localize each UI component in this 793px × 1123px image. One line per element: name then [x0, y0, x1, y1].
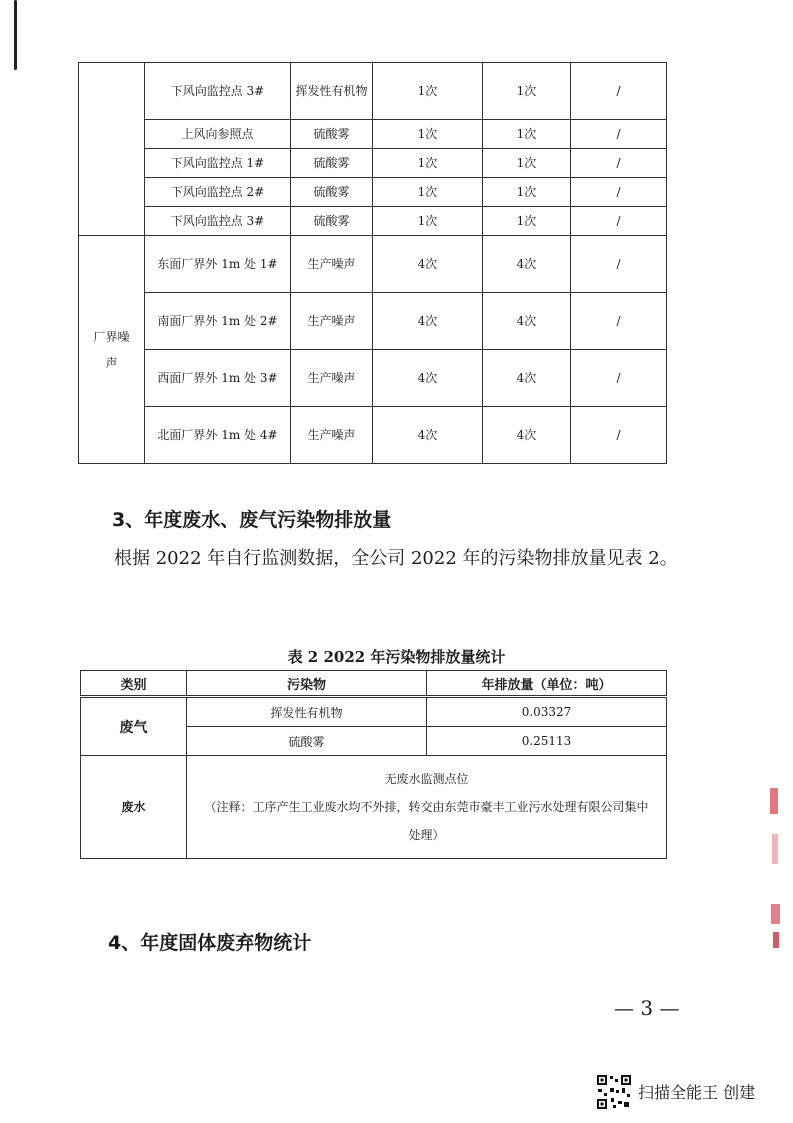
cell-pollutant: 挥发性有机物	[291, 63, 373, 120]
cell-pollutant: 硫酸雾	[291, 120, 373, 149]
table-row	[79, 407, 667, 464]
cell-note: /	[571, 407, 667, 464]
cell-point: 下风向监控点 1#	[145, 149, 291, 178]
cell-done: 1次	[483, 120, 571, 149]
section-3-heading: 3、年度废水、废气污染物排放量	[112, 509, 392, 531]
gas-category: 废气	[81, 697, 187, 756]
cell-plan: 4次	[373, 407, 483, 464]
cell-done: 1次	[483, 207, 571, 236]
noise-category: 厂界噪声	[79, 236, 145, 464]
cell-plan: 4次	[373, 293, 483, 350]
cell-note: /	[571, 149, 667, 178]
cell-plan: 1次	[373, 207, 483, 236]
table-row	[79, 350, 667, 407]
qr-code-icon	[596, 1074, 632, 1110]
page-number: — 3 —	[614, 996, 680, 1020]
cell-point: 南面厂界外 1m 处 2#	[145, 293, 291, 350]
cell-plan: 1次	[373, 149, 483, 178]
cell-done: 1次	[483, 149, 571, 178]
cell-note: /	[571, 178, 667, 207]
cell-done: 4次	[483, 236, 571, 293]
gas-pollutant: 硫酸雾	[187, 727, 427, 756]
cell-point: 下风向监控点 3#	[145, 63, 291, 120]
monitoring-frequency-table	[78, 62, 667, 464]
water-category: 废水	[81, 756, 187, 859]
table-row	[81, 756, 667, 859]
scan-edge-mark	[14, 0, 17, 70]
cell-pollutant: 硫酸雾	[291, 149, 373, 178]
table-row	[79, 236, 667, 293]
cell-category	[79, 63, 145, 236]
water-note-cell	[187, 756, 667, 859]
table-row	[79, 120, 667, 149]
cell-pollutant: 生产噪声	[291, 293, 373, 350]
header-pollutant: 污染物	[187, 671, 427, 697]
cell-pollutant: 生产噪声	[291, 236, 373, 293]
gas-pollutant: 挥发性有机物	[187, 697, 427, 727]
cell-done: 1次	[483, 63, 571, 120]
cell-note: /	[571, 236, 667, 293]
scanner-watermark-text: 扫描全能王 创建	[638, 1083, 756, 1102]
cell-pollutant: 硫酸雾	[291, 178, 373, 207]
gas-amount: 0.25113	[427, 727, 667, 756]
cell-point: 上风向参照点	[145, 120, 291, 149]
table-row	[79, 149, 667, 178]
cell-plan: 1次	[373, 63, 483, 120]
cell-done: 4次	[483, 350, 571, 407]
table-row	[79, 63, 667, 120]
cell-note: /	[571, 293, 667, 350]
cell-pollutant: 生产噪声	[291, 407, 373, 464]
header-category: 类别	[81, 671, 187, 697]
cell-pollutant: 硫酸雾	[291, 207, 373, 236]
header-annual-amount: 年排放量（单位：吨）	[427, 671, 667, 697]
cell-note: /	[571, 63, 667, 120]
cell-point: 下风向监控点 3#	[145, 207, 291, 236]
water-note-line1: 无废水监测点位	[384, 772, 469, 786]
cell-pollutant: 生产噪声	[291, 350, 373, 407]
table-row	[79, 293, 667, 350]
water-note-line2: （注释：工序产生工业废水均不外排，转交由东莞市豪丰工业污水处理有限公司集中处理）	[204, 800, 649, 842]
cell-note: /	[571, 120, 667, 149]
cell-point: 北面厂界外 1m 处 4#	[145, 407, 291, 464]
table-row	[79, 178, 667, 207]
red-stamp-edge-icon	[764, 784, 782, 954]
table-2-caption: 表 2 2022 年污染物排放量统计	[287, 648, 506, 666]
cell-note: /	[571, 350, 667, 407]
cell-plan: 1次	[373, 178, 483, 207]
table-row	[81, 697, 667, 727]
cell-note: /	[571, 207, 667, 236]
emission-table	[80, 670, 667, 859]
cell-plan: 4次	[373, 350, 483, 407]
cell-plan: 1次	[373, 120, 483, 149]
section-3-paragraph: 根据 2022 年自行监测数据，全公司 2022 年的污染物排放量见表 2。	[114, 548, 678, 569]
emission-table-header	[81, 671, 667, 697]
cell-point: 西面厂界外 1m 处 3#	[145, 350, 291, 407]
cell-point: 东面厂界外 1m 处 1#	[145, 236, 291, 293]
cell-done: 4次	[483, 407, 571, 464]
cell-done: 4次	[483, 293, 571, 350]
cell-point: 下风向监控点 2#	[145, 178, 291, 207]
gas-amount: 0.03327	[427, 697, 667, 727]
cell-plan: 4次	[373, 236, 483, 293]
section-4-heading: 4、年度固体废弃物统计	[108, 932, 312, 954]
table-row	[79, 207, 667, 236]
cell-done: 1次	[483, 178, 571, 207]
